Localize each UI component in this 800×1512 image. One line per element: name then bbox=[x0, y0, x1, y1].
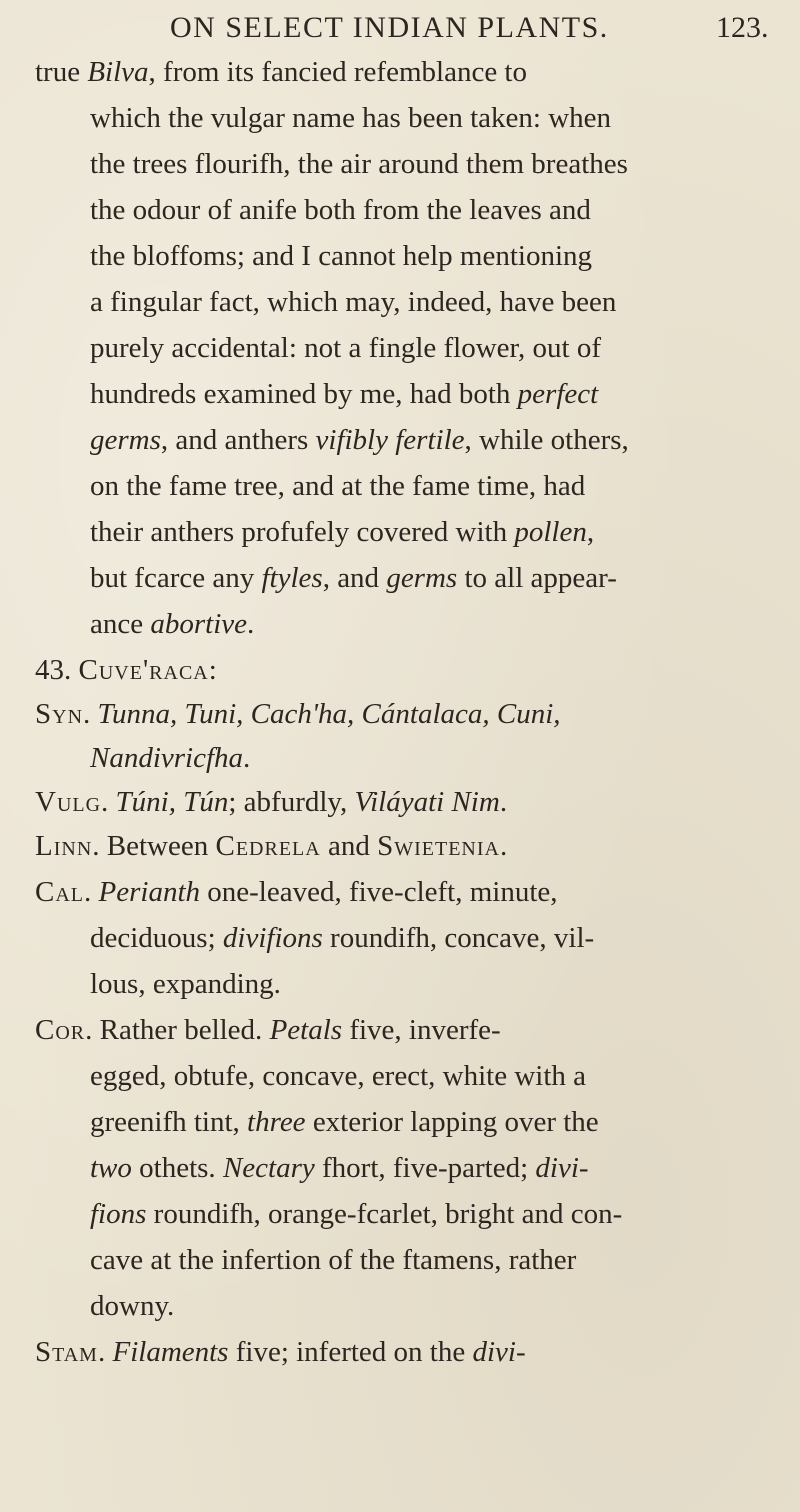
text-run: hundreds examined by me, had both bbox=[90, 378, 518, 410]
text-run: fhort, five-parted; bbox=[314, 1152, 536, 1184]
text-run: Petals bbox=[269, 1014, 343, 1046]
text-line bbox=[90, 282, 616, 322]
text-line bbox=[90, 558, 617, 598]
text-run: Swietenia bbox=[377, 830, 500, 862]
text-run: their anthers profufely covered with bbox=[90, 516, 515, 548]
text-run: , from its fancied refemblance to bbox=[148, 56, 527, 88]
text-run: Túni, Tún bbox=[115, 786, 229, 818]
text-run: roundifh, concave, vil- bbox=[322, 922, 595, 954]
text-run: abortive bbox=[150, 608, 248, 640]
text-run: . bbox=[101, 786, 116, 818]
text-run: three bbox=[247, 1106, 306, 1138]
text-run: Stam bbox=[35, 1336, 98, 1368]
text-line bbox=[90, 1286, 174, 1326]
text-line bbox=[35, 1010, 501, 1050]
text-run: Linn bbox=[35, 830, 93, 862]
text-run: two bbox=[90, 1152, 132, 1184]
text-line bbox=[90, 236, 592, 276]
text-run: othets. bbox=[131, 1152, 223, 1184]
text-run: Nandivricfha bbox=[90, 742, 244, 774]
text-run: . bbox=[499, 830, 508, 862]
text-run: and bbox=[320, 830, 378, 862]
page-number: 123. bbox=[716, 11, 769, 44]
text-run: true bbox=[35, 56, 88, 88]
text-line bbox=[35, 872, 558, 912]
text-line bbox=[35, 826, 507, 866]
text-run: , and anthers bbox=[160, 424, 316, 456]
text-run: . bbox=[247, 608, 255, 640]
text-line bbox=[35, 694, 561, 734]
text-line bbox=[90, 1194, 622, 1234]
text-run: Vulg bbox=[35, 786, 102, 818]
text-line bbox=[90, 466, 585, 506]
text-run: divi- bbox=[472, 1336, 526, 1368]
text-run: divifions bbox=[222, 922, 323, 954]
text-run: . Between bbox=[92, 830, 216, 862]
text-line bbox=[90, 964, 281, 1004]
text-run: cave at the infertion of the ftamens, rather bbox=[90, 1244, 577, 1276]
text-run: germs bbox=[90, 424, 161, 456]
running-head bbox=[0, 8, 800, 48]
text-run: Viláyati Nim bbox=[354, 786, 500, 818]
text-run: fions bbox=[90, 1198, 147, 1230]
text-line bbox=[35, 782, 507, 822]
running-head-title: ON SELECT INDIAN PLANTS. bbox=[170, 11, 609, 44]
text-run: five; inferted on the bbox=[228, 1336, 473, 1368]
text-run: downy. bbox=[90, 1290, 175, 1322]
text-run: which the vulgar name has been taken: when bbox=[90, 102, 612, 134]
text-run: exterior lapping over the bbox=[305, 1106, 599, 1138]
text-run: divi- bbox=[535, 1152, 589, 1184]
text-run: pollen bbox=[514, 516, 587, 548]
text-run: deciduous; bbox=[90, 922, 223, 954]
text-run: roundifh, orange-fcarlet, bright and con- bbox=[146, 1198, 623, 1230]
text-run: the odour of anife both from the leaves and bbox=[90, 194, 591, 226]
text-run: , and bbox=[322, 562, 387, 594]
text-run: five, inverfe- bbox=[342, 1014, 501, 1046]
text-run: perfect bbox=[517, 378, 599, 410]
text-run: Syn bbox=[35, 698, 84, 730]
text-run: vifibly fertile bbox=[315, 424, 465, 456]
text-line bbox=[90, 604, 254, 644]
text-run: Tunna, Tuni, Cach'ha, Cántalaca, Cuni, bbox=[97, 698, 561, 730]
text-run: . bbox=[243, 742, 251, 774]
text-run: ftyles bbox=[261, 562, 323, 594]
text-line bbox=[90, 512, 594, 552]
text-line bbox=[90, 190, 591, 230]
text-run: . bbox=[499, 786, 508, 818]
text-run: the bloffoms; and I cannot help mentioning bbox=[90, 240, 593, 272]
text-line bbox=[90, 374, 598, 414]
text-run: Cor bbox=[35, 1014, 86, 1046]
text-line bbox=[90, 1102, 599, 1142]
text-line bbox=[90, 1148, 589, 1188]
text-line bbox=[35, 52, 527, 92]
text-run: : bbox=[208, 654, 217, 686]
text-run: Filaments bbox=[112, 1336, 229, 1368]
text-run: lous, expanding. bbox=[90, 968, 281, 1000]
text-run: ance bbox=[90, 608, 151, 640]
text-run: to all appear- bbox=[457, 562, 617, 594]
text-run: Bilva bbox=[87, 56, 149, 88]
text-run: ; abfurdly, bbox=[228, 786, 355, 818]
text-line bbox=[90, 328, 601, 368]
text-line bbox=[90, 738, 250, 778]
text-run: Perianth bbox=[98, 876, 201, 908]
text-line bbox=[35, 1332, 526, 1372]
text-run: , while others, bbox=[464, 424, 629, 456]
text-run: Cal bbox=[35, 876, 85, 908]
text-run: 43. bbox=[35, 654, 79, 686]
text-line bbox=[90, 420, 629, 460]
text-run: . Rather belled. bbox=[85, 1014, 270, 1046]
text-run: Nectary bbox=[222, 1152, 315, 1184]
text-line bbox=[90, 1056, 586, 1096]
text-run: on the fame tree, and at the fame time, had bbox=[90, 470, 586, 502]
text-run: a fingular fact, which may, indeed, have been bbox=[90, 286, 617, 318]
text-run: one-leaved, five-cleft, minute, bbox=[200, 876, 558, 908]
text-run: but fcarce any bbox=[90, 562, 262, 594]
text-line bbox=[35, 650, 217, 690]
text-line bbox=[90, 1240, 576, 1280]
text-run: Cedrela bbox=[215, 830, 321, 862]
text-line bbox=[90, 918, 594, 958]
text-run: , bbox=[586, 516, 595, 548]
text-run: Cuve'raca bbox=[78, 654, 209, 686]
text-line bbox=[90, 144, 628, 184]
text-run: germs bbox=[386, 562, 458, 594]
text-run: purely accidental: not a fingle flower, out of bbox=[90, 332, 601, 364]
text-run: egged, obtufe, concave, erect, white with a bbox=[90, 1060, 587, 1092]
text-run: . bbox=[97, 1336, 113, 1368]
text-run: . bbox=[83, 698, 98, 730]
text-run: greenifh tint, bbox=[90, 1106, 248, 1138]
text-line bbox=[90, 98, 611, 138]
text-run: . bbox=[84, 876, 99, 908]
text-run: the trees flourifh, the air around them breathes bbox=[90, 148, 628, 180]
